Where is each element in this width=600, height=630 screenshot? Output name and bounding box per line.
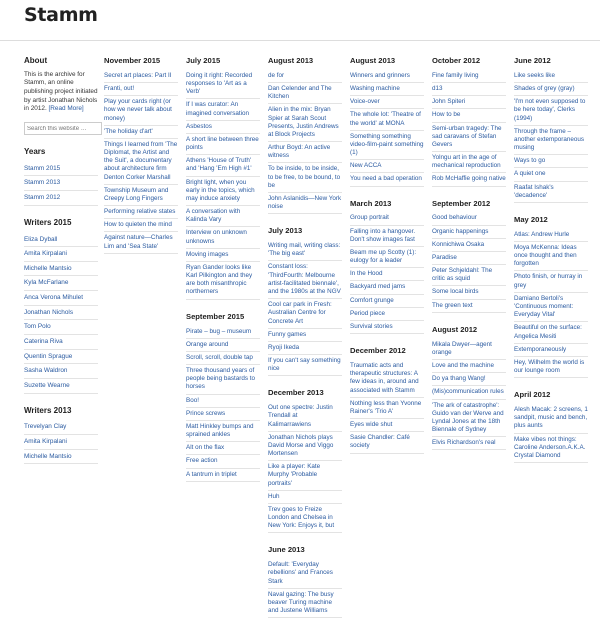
list-item	[24, 335, 98, 350]
list-item	[350, 398, 424, 419]
month-heading: August 2013	[350, 56, 396, 65]
list-item	[432, 226, 506, 239]
list-item	[350, 295, 424, 308]
writer-link[interactable]: Caterina Riva	[24, 338, 63, 345]
post-link[interactable]: The whole lot: 'Theatre of the world' at MONA	[350, 111, 421, 127]
site-title[interactable]: Stamm	[24, 4, 98, 26]
list-item	[24, 435, 98, 450]
writer-link[interactable]: Amita Kirpalani	[24, 438, 67, 445]
post-link[interactable]: 'The ark of catastrophe': Guido van der Werve and Lyndal Jones at the 18th Biennale of Sydney	[432, 401, 504, 434]
post-link[interactable]: Ways to go	[514, 157, 546, 165]
sidebar	[24, 56, 98, 464]
list-item	[268, 402, 342, 432]
post-link[interactable]: Backyard med jams	[350, 283, 406, 291]
list-item	[432, 286, 506, 299]
post-link[interactable]: Against nature—Charles Lim and 'Sea State'	[104, 234, 173, 250]
list-item	[268, 240, 342, 261]
list-item	[514, 83, 588, 96]
years-heading: Years	[24, 147, 46, 156]
list-item	[350, 160, 424, 173]
list-item	[268, 142, 342, 163]
list-item	[432, 239, 506, 252]
month-heading: September 2012	[432, 198, 491, 208]
post-link[interactable]: Group portrait	[350, 214, 389, 222]
post-link[interactable]: (Mis)communication rules	[432, 388, 504, 396]
post-link[interactable]: Make vibes not things: Caroline Anderson.A.K.A. Crystal Diamond	[514, 435, 586, 459]
post-list	[514, 229, 588, 378]
list-item	[24, 379, 98, 394]
list-item	[268, 70, 342, 83]
month-heading: September 2015	[186, 311, 245, 321]
list-item	[514, 168, 588, 181]
post-link[interactable]: Photo finish, or hurray in grey	[514, 273, 583, 289]
post-link[interactable]: Something something video-film-paint something (1)	[350, 132, 424, 157]
post-link[interactable]: Ryoji Ikeda	[268, 343, 300, 351]
list-item	[24, 420, 98, 435]
post-link[interactable]: de for	[268, 71, 285, 79]
post-link[interactable]: Performing relative states	[104, 208, 176, 216]
post-link[interactable]: Funny games	[268, 330, 307, 338]
list-item	[104, 139, 178, 185]
month-heading: October 2012	[432, 56, 481, 65]
post-list	[432, 339, 506, 451]
post-link[interactable]: Like a player: Kate Murphy 'Probable portraits'	[268, 463, 321, 487]
post-link[interactable]: Out one spectre: Justin Trendall at Kalimarrawiens	[268, 404, 333, 428]
list-item	[104, 206, 178, 219]
post-link[interactable]: Love and the machine	[432, 362, 494, 370]
post-link[interactable]: Rob McHaffie going native	[432, 175, 506, 183]
list-item	[350, 70, 424, 83]
years-section	[24, 147, 98, 206]
archive-column	[514, 56, 588, 475]
writer-link[interactable]: Michelle Mantsio	[24, 452, 72, 460]
list-item	[514, 271, 588, 292]
archive-column	[350, 56, 424, 466]
list-item	[432, 152, 506, 173]
post-link[interactable]: Like seeks like	[514, 71, 555, 79]
writer-link[interactable]: Michelle Mantsio	[24, 264, 72, 272]
list-item	[268, 104, 342, 142]
post-link[interactable]: Beautiful on the surface: Angelica Mesiti	[514, 324, 582, 340]
month-heading: July 2015	[186, 56, 221, 65]
list-item	[350, 96, 424, 109]
list-item	[186, 227, 260, 248]
list-item	[24, 247, 98, 262]
list-item	[268, 461, 342, 491]
post-list	[514, 70, 588, 203]
list-item	[186, 206, 260, 227]
list-item	[350, 360, 424, 398]
writer-link[interactable]: Sasha Waldron	[24, 367, 68, 375]
list-item	[24, 262, 98, 277]
writer-link[interactable]: Quentin Sprague	[24, 352, 73, 360]
archive-column	[268, 56, 342, 630]
list-item	[268, 261, 342, 299]
month-heading: April 2012	[514, 390, 551, 400]
list-item	[514, 357, 588, 378]
writers-2015-section	[24, 218, 98, 394]
post-link[interactable]: Moving images	[186, 250, 229, 258]
list-item	[350, 268, 424, 281]
list-item	[104, 96, 178, 126]
list-item	[350, 131, 424, 161]
post-link[interactable]: Ryan Gander looks like Karl Pilkington and they are both misanthropic northerners	[186, 263, 253, 296]
list-item	[514, 322, 588, 343]
list-item	[514, 229, 588, 242]
month-heading: June 2012	[514, 56, 551, 65]
list-item	[186, 352, 260, 365]
post-link[interactable]: If you can't say something nice	[268, 357, 341, 373]
month-heading: August 2013	[268, 56, 314, 65]
list-item	[186, 99, 260, 120]
post-list	[350, 360, 424, 454]
list-item	[350, 419, 424, 432]
post-link[interactable]: Yolngu art in the age of mechanical reproduction	[432, 154, 501, 170]
list-item	[268, 329, 342, 342]
list-item	[24, 306, 98, 321]
post-list	[432, 70, 506, 187]
list-item	[432, 252, 506, 265]
post-link[interactable]: Konnichiwa Osaka	[432, 240, 485, 248]
archive-column	[432, 56, 506, 462]
list-item	[432, 300, 506, 313]
post-link[interactable]: Bright light, when you early in the topics, which may induce anxiety	[186, 178, 255, 202]
list-item	[350, 432, 424, 453]
post-link[interactable]: Eyes wide shut	[350, 421, 393, 429]
about-text	[24, 71, 98, 114]
post-link[interactable]: Semi-urban tragedy: The sad caravans of Stefan Gevers	[432, 124, 502, 148]
post-link[interactable]: Washing machine	[350, 85, 400, 93]
year-link[interactable]: Stamm 2015	[24, 164, 61, 172]
post-link[interactable]: 'The holiday d'art'	[104, 127, 153, 135]
post-list	[268, 240, 342, 376]
list-item	[268, 163, 342, 193]
writer-link[interactable]: Kyla McFarlane	[24, 279, 69, 287]
post-list	[350, 70, 424, 187]
list-item	[514, 96, 588, 126]
list-item	[514, 182, 588, 203]
list-item	[24, 276, 98, 291]
list-item	[268, 355, 342, 376]
list-item	[186, 249, 260, 262]
list-item	[432, 123, 506, 153]
post-link[interactable]: Sasie Chandler: Café society	[350, 434, 410, 450]
list-item	[268, 504, 342, 534]
post-link[interactable]: Extemporaneously	[514, 345, 567, 353]
list-item	[24, 233, 98, 248]
post-link[interactable]: You need a bad operation	[350, 175, 422, 183]
list-item	[268, 193, 342, 214]
list-item	[186, 155, 260, 176]
post-link[interactable]: Things I learned from 'The Diplomat, the Artist and the Suit', a documentary about architecture firm Denton Corker Marshall	[104, 140, 178, 181]
list-item	[432, 265, 506, 286]
post-link[interactable]: Township Museum and Creepy Long Fingers	[104, 186, 169, 202]
post-link[interactable]: Naval gazing: The busy beaver Turing machine and Justene Williams	[268, 590, 334, 615]
list-item	[350, 308, 424, 321]
list-item	[186, 455, 260, 468]
list-item	[268, 589, 342, 619]
read-more-link[interactable]: [Read More]	[48, 105, 84, 113]
post-link[interactable]: How to quieten the mind	[104, 221, 172, 229]
post-link[interactable]: Free action	[186, 457, 218, 465]
post-link[interactable]: Three thousand years of people being bastards to horses	[186, 367, 255, 391]
post-link[interactable]: Matt Hinkley bumps and sprained ankles	[186, 422, 254, 439]
post-link[interactable]: A quiet one	[514, 170, 546, 178]
post-link[interactable]: Cool car park in Fresh: Australian Centre for Concrete Art	[268, 301, 332, 325]
post-link[interactable]: John Aslanidis—New York noise	[268, 194, 342, 211]
list-item	[24, 191, 98, 206]
list-item	[24, 291, 98, 306]
list-item	[432, 173, 506, 186]
list-item	[350, 226, 424, 247]
post-link[interactable]: Alien in the mix: Bryan Spier at Sarah Scout Presents, Justin Andrews at Block Projects	[268, 106, 339, 138]
list-item	[268, 342, 342, 355]
list-item	[432, 70, 506, 83]
list-item	[432, 339, 506, 360]
list-item	[186, 469, 260, 482]
list-item	[350, 281, 424, 294]
post-link[interactable]: Comfort grunge	[350, 296, 394, 304]
month-heading: November 2015	[104, 56, 161, 65]
archive-column	[104, 56, 178, 266]
list-item	[24, 450, 98, 465]
post-link[interactable]: Some local birds	[432, 288, 479, 296]
post-link[interactable]: Moya McKenna: Ideas once thought and then forgotten	[514, 243, 577, 268]
list-item	[432, 360, 506, 373]
list-item	[350, 321, 424, 334]
post-link[interactable]: Constant loss: 'ThirdFourth: Melbourne artist-facilitated biennale', and the 1980s at the NGV	[268, 263, 341, 295]
post-link[interactable]: Alt on the flax	[186, 444, 225, 452]
list-item	[514, 70, 588, 83]
post-link[interactable]: In the Hood	[350, 270, 383, 278]
list-item	[514, 404, 588, 434]
list-item	[186, 408, 260, 421]
post-link[interactable]: Secret art places: Part II	[104, 71, 172, 79]
list-item	[186, 177, 260, 207]
post-link[interactable]: The green text	[432, 301, 473, 309]
post-link[interactable]: New ACCA	[350, 162, 382, 170]
post-link[interactable]: Damiano Bertoli's 'Continuous moment: Everyday Vital'	[514, 294, 574, 319]
list-item	[514, 155, 588, 168]
post-link[interactable]: Alesh Macak: 2 screens, 1 sandpit, music and bench, plus aunts	[514, 406, 588, 430]
about-heading: About	[24, 56, 48, 65]
post-link[interactable]: Mikala Dwyer—agent orange	[432, 340, 492, 356]
writer-link[interactable]: Anca Verona Mihulet	[24, 294, 83, 302]
writers-2015-list	[24, 233, 98, 394]
post-list	[268, 559, 342, 618]
post-list	[268, 402, 342, 533]
post-link[interactable]: A conversation with Kalinda Vary	[186, 208, 241, 224]
writer-link[interactable]: Tom Polo	[24, 323, 51, 331]
list-item	[432, 386, 506, 399]
list-item	[514, 344, 588, 357]
month-heading: May 2012	[514, 214, 548, 224]
post-link[interactable]: Writing mail, writing class: 'The big east'	[268, 242, 341, 258]
post-link[interactable]: A short line between three points	[186, 135, 259, 152]
post-link[interactable]: Do ya thang Wang!	[432, 375, 486, 383]
post-link[interactable]: Good behaviour	[432, 214, 477, 222]
writer-link[interactable]: Amita Kirpalani	[24, 250, 67, 258]
post-link[interactable]: Trev goes to Freize London and Chelsea in New York: Enjoys it, but	[268, 505, 335, 530]
post-list	[514, 404, 588, 463]
list-item	[186, 262, 260, 300]
post-link[interactable]: Scroll, scroll, double tap	[186, 353, 253, 361]
post-link[interactable]: Default: 'Everyday rebellions' and Frances Stark	[268, 561, 333, 585]
list-item	[268, 559, 342, 589]
post-link[interactable]: d13	[432, 85, 443, 93]
list-item	[186, 365, 260, 395]
post-link[interactable]: Paradise	[432, 253, 457, 261]
writers-2013-list	[24, 420, 98, 464]
post-link[interactable]: Voice-over	[350, 98, 380, 106]
post-link[interactable]: Play your cards right (or how we never talk about money)	[104, 98, 172, 122]
list-item	[432, 96, 506, 109]
post-link[interactable]: Nothing less than Yvonne Rainer's 'Trio A'	[350, 399, 422, 415]
post-link[interactable]: Falling into a hangover. Don't show images fast	[350, 227, 416, 243]
post-link[interactable]: Prince screws	[186, 409, 226, 417]
list-item	[268, 83, 342, 104]
post-link[interactable]: Jonathan Nichols plays David Morse and Viggo Mortensen	[268, 433, 334, 458]
post-link[interactable]: Period piece	[350, 309, 386, 317]
list-item	[104, 219, 178, 232]
list-item	[186, 339, 260, 352]
month-heading: December 2013	[268, 388, 324, 398]
post-link[interactable]: Shades of grey (gray)	[514, 85, 575, 93]
list-item	[514, 242, 588, 272]
post-link[interactable]: Winners and grinners	[350, 71, 410, 79]
list-item	[24, 176, 98, 191]
list-item	[268, 299, 342, 329]
list-item	[24, 320, 98, 335]
post-link[interactable]: To be inside, to be inside, to be free, to be bound, to be	[268, 165, 341, 189]
list-item	[24, 364, 98, 379]
post-link[interactable]: How to be	[432, 111, 461, 119]
month-heading: August 2012	[432, 324, 478, 334]
list-item	[514, 126, 588, 156]
writers-2013-heading: Writers 2013	[24, 405, 72, 415]
list-item	[186, 70, 260, 100]
list-item	[432, 109, 506, 122]
post-link[interactable]: Pirate – bug – museum	[186, 327, 252, 335]
post-link[interactable]: Elvis Richardson's real	[432, 439, 496, 447]
list-item	[24, 350, 98, 365]
list-item	[350, 212, 424, 225]
list-item	[432, 437, 506, 450]
list-item	[350, 173, 424, 186]
month-heading: July 2013	[268, 226, 303, 236]
post-link[interactable]: Peter Schjeldahl: The critic as squid	[432, 267, 493, 283]
year-link[interactable]: Stamm 2013	[24, 179, 61, 187]
list-item	[186, 442, 260, 455]
post-link[interactable]: If I was curator: An imagined conversation	[186, 101, 250, 117]
post-link[interactable]: Survival stories	[350, 322, 393, 330]
list-item	[432, 212, 506, 225]
list-item	[432, 400, 506, 438]
year-link[interactable]: Stamm 2012	[24, 194, 61, 202]
list-item	[350, 83, 424, 96]
list-item	[432, 373, 506, 386]
post-link[interactable]: Through the frame – another extemporaneous musing	[514, 127, 585, 152]
post-link[interactable]: Boo!	[186, 396, 199, 404]
list-item	[186, 421, 260, 442]
post-link[interactable]: Interview on unknown unknowns	[186, 229, 247, 245]
years-list	[24, 162, 98, 206]
search-input[interactable]	[24, 122, 102, 135]
about-body: This is the archive for Stamm, an online publishing project initiated by artist Jonathan Nichols in 2012.	[24, 70, 98, 113]
post-list	[268, 70, 342, 214]
list-item	[104, 83, 178, 96]
list-item	[350, 109, 424, 130]
list-item	[186, 326, 260, 339]
post-link[interactable]: A tantrum in triplet	[186, 470, 237, 478]
list-item	[268, 432, 342, 462]
list-item	[432, 83, 506, 96]
post-link[interactable]: Hey, Wilhelm the world is our lounge room	[514, 358, 585, 375]
post-list	[350, 212, 424, 334]
post-link[interactable]: Orange around	[186, 340, 229, 348]
post-list	[186, 70, 260, 300]
post-link[interactable]: 'I'm not even supposed to be here today', Clerks (1994)	[514, 98, 586, 122]
post-link[interactable]: Atlas: Andrew Hurle	[514, 230, 570, 238]
month-heading: December 2012	[350, 346, 406, 356]
list-item	[104, 232, 178, 253]
post-link[interactable]: Doing it right: Recorded responses to 'Art as a Verb'	[186, 71, 253, 96]
writers-2013-section	[24, 406, 98, 465]
post-link[interactable]: Beam me up Scotty (1): eulogy for a leader	[350, 248, 417, 265]
post-link[interactable]: Raafat Ishak's 'decadence'	[514, 183, 554, 199]
list-item	[350, 247, 424, 268]
writer-link[interactable]: Trevelyan Clay	[24, 423, 67, 431]
post-list	[186, 326, 260, 482]
writers-2015-heading: Writers 2015	[24, 217, 72, 227]
post-link[interactable]: Asbestos	[186, 122, 212, 130]
post-link[interactable]: Athens 'House of Truth' and 'Hang 'Em High #1'	[186, 157, 252, 173]
post-link[interactable]: Franti, out!	[104, 85, 135, 93]
list-item	[24, 162, 98, 177]
archive-column	[186, 56, 260, 494]
list-item	[104, 70, 178, 83]
list-item	[514, 293, 588, 323]
list-item	[104, 185, 178, 206]
list-item	[514, 434, 588, 464]
writer-link[interactable]: Jonathan Nichols	[24, 308, 74, 316]
post-link[interactable]: John Spiteri	[432, 98, 466, 106]
list-item	[186, 395, 260, 408]
writer-link[interactable]: Eliza Dyball	[24, 235, 58, 243]
list-item	[104, 126, 178, 139]
writer-link[interactable]: Suzette Wearne	[24, 381, 70, 389]
month-heading: March 2013	[350, 198, 392, 208]
post-list	[432, 212, 506, 312]
month-heading: June 2013	[268, 545, 305, 555]
post-list	[104, 70, 178, 254]
post-link[interactable]: Huh	[268, 492, 280, 500]
post-link[interactable]: Organic happenings	[432, 227, 489, 235]
post-link[interactable]: Fine family living	[432, 71, 479, 79]
list-item	[186, 134, 260, 155]
post-link[interactable]: Traumatic acts and therapeutic structures: A few ideas in, around and associated with Stamm	[350, 362, 419, 394]
list-item	[268, 491, 342, 504]
list-item	[186, 121, 260, 134]
site-header	[0, 0, 600, 41]
post-link[interactable]: Dan Celender and The Kitchen	[268, 85, 332, 101]
post-link[interactable]: Arthur Boyd: An active witness	[268, 144, 331, 160]
